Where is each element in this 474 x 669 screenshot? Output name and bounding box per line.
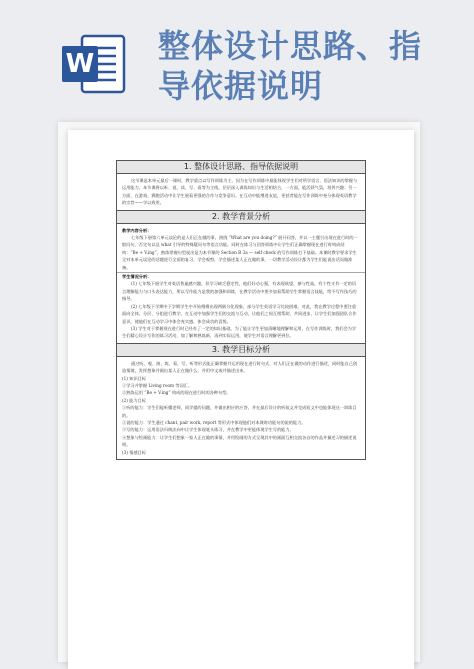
- section3-item-emotion: (3) 情感目标: [122, 449, 147, 455]
- section3-heading: 3. 教学目标分析: [117, 344, 365, 357]
- page-title: [158, 26, 458, 106]
- section3-item-grammar: ②熟练运用 “Be + V.ing” 构成的现在进行时的各种句型。: [122, 390, 231, 396]
- section3-item-knowledge: (1) 知识目标: [122, 375, 147, 381]
- section3-item-ability: (2) 能力目标: [122, 397, 147, 403]
- section2-body: [117, 224, 365, 344]
- section3-body: [117, 357, 365, 459]
- section2-subheading-content: 教学内容分析：: [122, 227, 152, 233]
- word-doc-icon: [60, 30, 128, 98]
- section3-item-vocab: ①学习并掌握 Living room 等词汇。: [122, 382, 193, 388]
- section2-paragraph-content: 七年级下册第六单元谈论的是人们正在做的事，围绕 “What are you doing?” 展开问答，并以一主题引出现在进行时的一般问句、否定句以及 what 引导的特殊疑问句等语言功能。同时在练习与回答训练中让学生们正确掌握现在进行时构成结构：“Be + V.ing”，熟练掌握句型说出是为本节课的 Section B 3a — self check 的写作训练打下基础。本课时教学要求学生全对本单元谈论的话题进行全面的复习，学会观察，学会描述某人正在做的事，一切教学活动设计都为学生们能说出话而做准备。: [122, 235, 358, 270]
- page-title-line1: 整体设计思路、指: [158, 27, 423, 65]
- section1-body: [117, 174, 365, 211]
- section3-item-imagination: ④想象与绘画能力：让学生们想象一家人正在做的事情，并用绘画的方式呈现其中的画面互相交流各自的作品并描述习的描述说明。: [122, 434, 357, 448]
- section3-item-writing: ③写的能力：运用语法归纳法向中让学生体现笔头练习，并在教学中更能体现学生写的能力。: [122, 427, 294, 433]
- page-header: [0, 0, 474, 135]
- document-page: [68, 130, 414, 669]
- page-title-line2: 导依据说明: [158, 67, 324, 105]
- section3-item-listening: ①听的能力：学生们能听懂老师，同学提的问题，并做出相应的应答，并在最后设计的听短文并完成短文中也能体现这一训练目的。: [122, 405, 357, 418]
- section2-paragraph-students-2: (2) 七年级下学期中下学期学生中开始慢慢出现两极分化现象，部分学生英语学习比较困难，对此，我在教学过程中要注重面向全体，分层、分组进行教学，在互动中加强学生们的交流与互动，让他们之间互相帮助，共同进步，让学生们加强团队合作意识，使他们在互动学习中体会充实感，体会成功的喜悦。: [122, 303, 357, 324]
- word-icon-letter: W: [65, 49, 95, 79]
- document-table: [116, 160, 366, 460]
- section1-heading: 1. 整体设计思路、指导依据说明: [117, 161, 365, 174]
- section2-subheading-students: 学生情况分析：: [117, 272, 365, 280]
- section2-heading: 2. 教学背景分析: [117, 211, 365, 224]
- section3-paragraph: 通过听、观、演、练、看、写、听等形式能正确掌握并运用现在进行时句式，对人们正在做的动作进行描述，同时能自己创造情境，发挥想象并画出某人正在做什么，并用中文或并描述出来。: [122, 360, 358, 374]
- section2-paragraph-students-1: (1) 七年级下册学生对英语普遍感兴趣，但学习缺乏稳定性，他们好动心强，有表现欲望，参与性高，有个性又有一定的语言理解能力与口头表达能力，所以写作能力是我的加强和训练，在教学活动中要多加看帮助学生掌握语言技能，给予写作技巧的指导。: [122, 281, 357, 302]
- section2-paragraph-students-3: (3) 学生对于掌握现在进行时已经有了一定的知识基础，为了能让学生更加清晰地理解和运用，在写作训练时，我们会为学生们精心设计写作的练习活动，加了解和熟练新，再到实际运用，使学生对语言理解更到位。: [122, 325, 357, 339]
- section1-paragraph: 这节课是本单元最后一课时，教学重点以写作训练为主，因为在写作训练中最能体现学生们对所学语言、语法知识的掌握与运用能力。本节课将以听、说、读、写、看等为主线，层层深入训练知识与生活相结合，一方面，能活跃气氛，培养兴趣；另一方面，在游戏、赛跑活动中让学生展看更强的合作与竞争意识。在互动中能增进友谊，更甚者能在写作训练中充分体现英语教学的宗旨——学以致用。: [122, 178, 358, 206]
- section3-item-speaking: ②说的能力：学生通过 chant, pair work, report 等形式中体现他们对本课时功能句的说的能力。: [122, 419, 306, 425]
